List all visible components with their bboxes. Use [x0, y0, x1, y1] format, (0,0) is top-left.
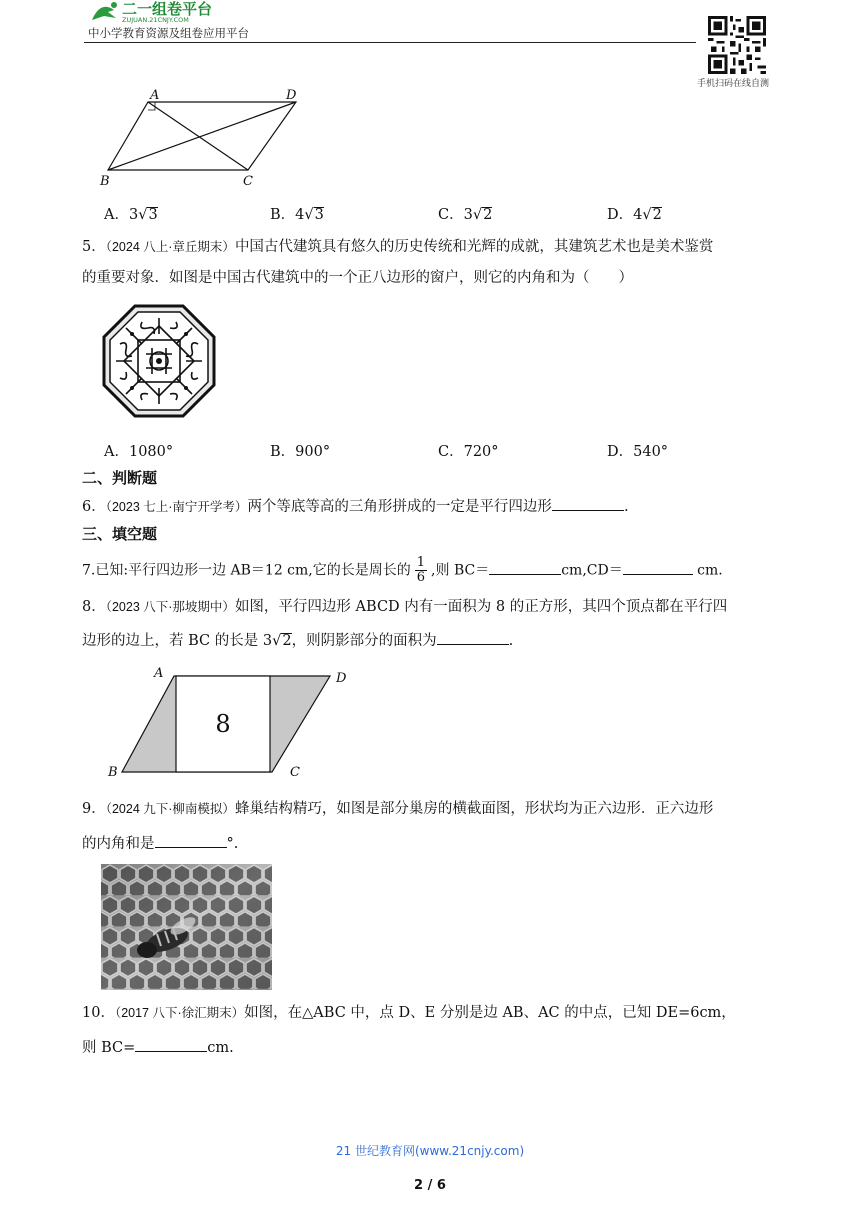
logo-text: 二一组卷平台 [122, 0, 213, 18]
header-subtitle: 中小学教育资源及组卷应用平台 [88, 26, 249, 40]
q7-frac-denominator: 6 [416, 570, 426, 585]
q4-option-c-letter: C． [438, 207, 464, 223]
q8-number: 8． [82, 599, 106, 615]
q4-option-c-radicand: 2 [483, 207, 493, 223]
header-rule [84, 42, 696, 43]
section-judgment-title: 二、判断题 [82, 469, 158, 487]
q4-label-c: C [243, 174, 253, 189]
q5-option-a[interactable]: A．1080° [104, 444, 174, 460]
q5-text-1: 中国古代建筑具有悠久的历史传统和光辉的成就，其建筑艺术也是美术鉴赏 [234, 239, 714, 255]
q5-line-1 [82, 237, 713, 257]
q7-unit-1: cm,CD＝ [561, 562, 623, 579]
q7-fraction [415, 556, 427, 585]
q5-source: （2024 八上·章丘期末） [105, 240, 235, 254]
q4-option-a[interactable]: A．3√3 [104, 207, 158, 223]
section-fill-title: 三、填空题 [82, 525, 158, 543]
q9-text-2: 的内角和是 [82, 836, 155, 852]
q10-number: 10． [82, 1005, 115, 1021]
q5-number: 5． [82, 239, 106, 255]
q4-label-a: A [150, 88, 160, 103]
q10-end: cm. [207, 1040, 234, 1056]
honeycomb-photo [101, 864, 272, 990]
q6-number: 6． [82, 499, 106, 515]
q7-text-mid: ,则 BC＝ [431, 562, 490, 579]
q8-text-1: 如图，平行四边形 ABCD 内有一面积为 8 的正方形，其四个顶点都在平行四 [234, 599, 728, 615]
q7-text-prefix: 7.已知:平行四边形一边 AB＝12 cm,它的长是周长的 [82, 562, 411, 579]
q8-source: （2023 八下·那坡期中） [105, 600, 235, 614]
q9-line-1 [82, 799, 713, 819]
q4-option-a-coef: 3 [128, 207, 139, 223]
q4-label-d: D [286, 88, 297, 103]
q4-option-d-radicand: 2 [652, 207, 662, 223]
footer-site-link[interactable]: 21 世纪教育网(www.21cnjy.com) [335, 1144, 525, 1158]
q10-line-2 [82, 1037, 234, 1058]
q7-bc-blank[interactable] [489, 560, 561, 575]
q7-cd-blank[interactable] [623, 560, 693, 575]
q4-label-b: B [100, 174, 110, 189]
q4-option-a-radicand: 3 [148, 207, 158, 223]
q4-option-b[interactable]: B．4√3 [270, 207, 324, 223]
octagon-window-image [102, 304, 216, 418]
q10-answer-blank[interactable] [135, 1037, 207, 1052]
q8-coef: 3 [262, 633, 273, 649]
q8-line-1 [82, 597, 727, 617]
q4-option-d-letter: D． [607, 207, 634, 223]
platform-logo [88, 0, 273, 24]
q9-text-1: 蜂巢结构精巧，如图是部分巢房的横截面图，形状均为正六边形．正六边形 [234, 801, 714, 817]
q8-line-2: 边形的边上，若 BC 的长是 3√2，则阴影部分的面积为 . [82, 630, 513, 651]
q8-parallelogram-square-figure [104, 664, 356, 782]
q9-number: 9． [82, 801, 106, 817]
q5-option-b[interactable]: B．900° [270, 444, 331, 460]
qr-code-icon[interactable] [706, 16, 768, 74]
q10-text-2: 则 BC= [82, 1040, 136, 1056]
q9-answer-blank[interactable] [155, 833, 227, 848]
q4-option-b-coef: 4 [295, 207, 305, 223]
q4-option-d-coef: 4 [633, 207, 643, 223]
q4-option-d[interactable]: D．4√2 [607, 207, 662, 223]
q6-end: . [623, 499, 629, 515]
q4-option-b-radicand: 3 [314, 207, 324, 223]
q7-line [82, 556, 723, 585]
q7-unit-2: cm. [692, 562, 723, 579]
q5-option-d[interactable]: D．540° [607, 444, 669, 460]
q8-end: . [508, 633, 514, 649]
q5-option-c[interactable]: C．720° [438, 444, 499, 460]
q8-radicand: 2 [282, 633, 292, 649]
q6-line [82, 496, 629, 517]
q9-source: （2024 九下·柳南模拟） [105, 802, 235, 816]
q9-line-2 [82, 833, 238, 854]
q4-parallelogram-figure [98, 86, 308, 190]
q10-source: （2017 八下·徐汇期末） [114, 1006, 245, 1020]
q8-label-c: C [290, 765, 300, 780]
q4-option-c[interactable]: C．3√2 [438, 207, 493, 223]
q5-line-2: 的重要对象．如图是中国古代建筑中的一个正八边形的窗户，则它的内角和为（ ） [82, 270, 633, 286]
q4-option-c-coef: 3 [463, 207, 473, 223]
q8-label-d: D [336, 671, 347, 686]
q6-source: （2023 七上·南宁开学考） [105, 500, 248, 514]
q7-frac-numerator: 1 [416, 555, 426, 570]
q8-square-area-label: 8 [215, 710, 231, 738]
q10-line-1 [82, 1003, 736, 1023]
q6-text: 两个等底等高的三角形拼成的一定是平行四边形 [247, 499, 552, 515]
logo-subtext: ZUJUAN.21CNJY.COM [122, 16, 189, 24]
q8-text-2a: 边形的边上，若 BC 的长是 [82, 633, 263, 649]
q8-label-a: A [154, 666, 164, 681]
q6-answer-blank[interactable] [552, 496, 624, 511]
q4-option-a-letter: A． [104, 207, 129, 223]
q10-text-1: 如图，在△ABC 中，点 D、E 分别是边 AB、AC 的中点，已知 DE=6cm， [244, 1005, 736, 1021]
q8-label-b: B [108, 765, 118, 780]
q8-answer-blank[interactable] [437, 630, 509, 645]
qr-caption: 手机扫码在线自测 [697, 79, 770, 89]
q9-end: °. [226, 836, 239, 852]
page-number: 2 / 6 [414, 1178, 446, 1193]
q4-option-b-letter: B． [270, 207, 296, 223]
q8-text-2b: ，则阴影部分的面积为 [291, 633, 437, 649]
